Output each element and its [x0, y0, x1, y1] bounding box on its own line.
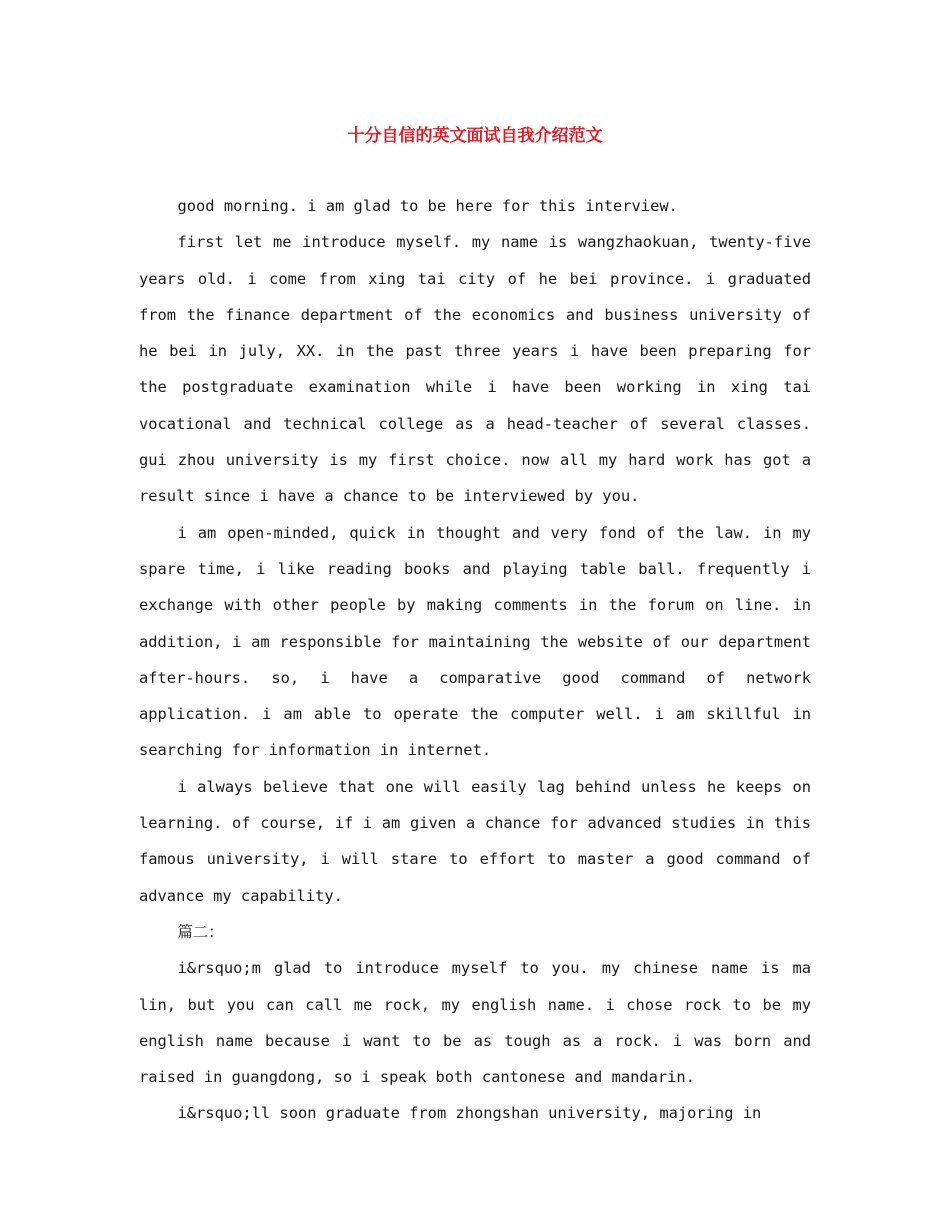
paragraph-part-two-intro: i&rsquo;m glad to introduce myself to you. my chinese name is ma lin, but you can call me rock, my english name. i chose rock to be my english name because i want to be as tough as a rock. i was born and raised in guangdong, so i speak both cantonese and mandarin. [139, 959, 811, 1087]
paragraph-introduction: first let me introduce myself. my name is wangzhaokuan, twenty-five years old. i come from xing tai city of he bei province. i graduated from the finance department of the economics and business university of he bei in july, XX. in the past three years i have been preparing for the postgraduate examination while i have been working in xing tai vocational and technical college as a head-teacher of several classes. gui zhou university is my first choice. now all my hard work has got a result since i have a chance to be interviewed by you. [139, 233, 811, 506]
section-heading-part-two: 篇二： [177, 922, 224, 941]
paragraph-personality: i am open-minded, quick in thought and very fond of the law. in my spare time, i like reading books and playing table ball. frequently i exchange with other people by making comments in the forum on line. in addition, i am responsible for maintaining the website of our department after-hours. so, i have a comparative good command of network application. i am able to operate the computer well. i am skillful in searching for information in internet. [139, 523, 811, 760]
document-title: 十分自信的英文面试自我介绍范文 [347, 126, 603, 146]
paragraph-learning: i always believe that one will easily lag behind unless he keeps on learning. of course, if i am given a chance for advanced studies in this famous university, i will stare to effort to master a good command of advance my capability. [139, 777, 811, 905]
paragraph-part-two-graduation: i&rsquo;ll soon graduate from zhongshan university, majoring in [177, 1104, 762, 1123]
document-body [139, 188, 811, 1132]
paragraph-greeting: good morning. i am glad to be here for this interview. [177, 197, 678, 215]
